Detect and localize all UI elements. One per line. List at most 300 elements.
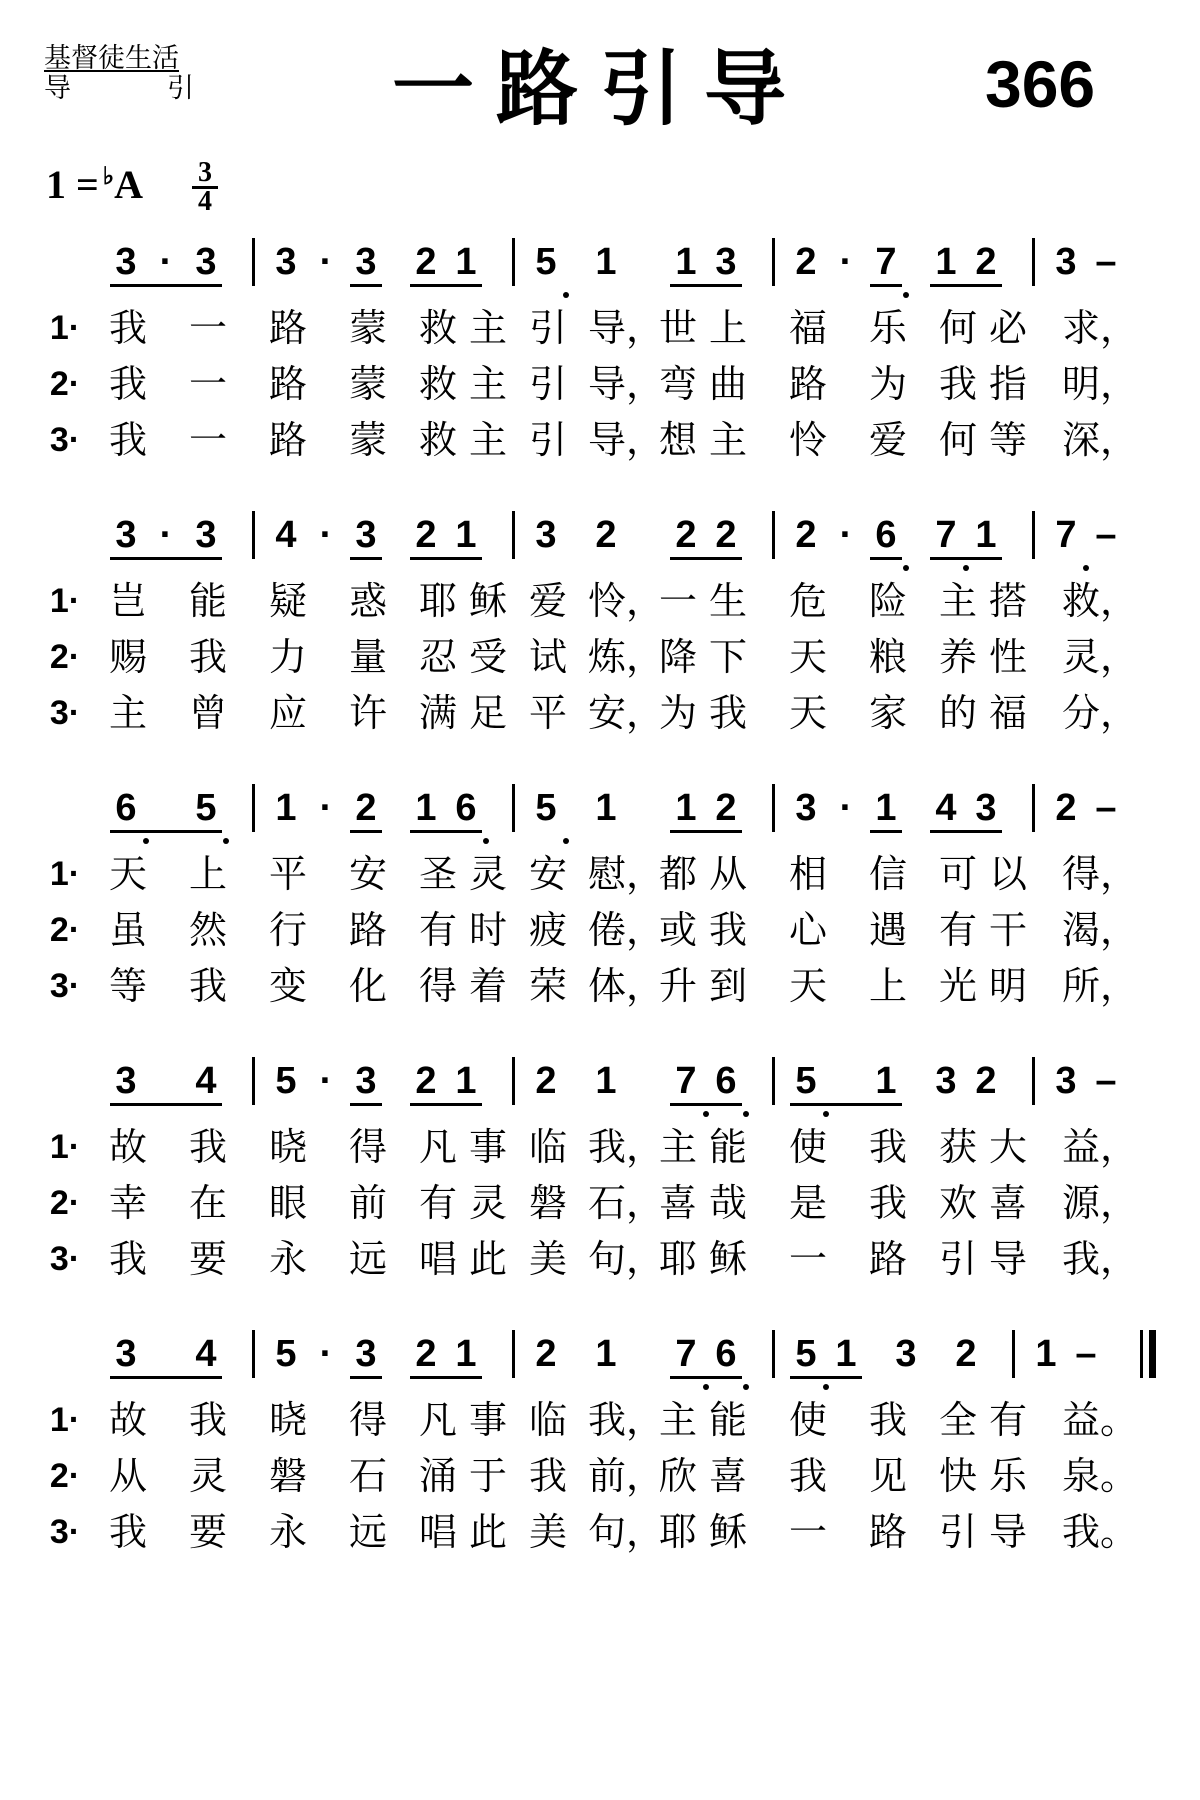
lyric-char: 性 [988,635,1027,679]
lyric-char: 荣 [528,964,567,1008]
dot-note: · [319,241,333,283]
lyric-char: 主 [938,579,977,623]
barline [252,511,255,559]
lyric-char: 使 [788,1398,827,1442]
time-signature [192,157,218,217]
lyric-char: 事 [468,1398,507,1442]
lyric-char: 试 [528,635,567,679]
lyric-char: 涌 [418,1454,457,1498]
lyric-char: 下 [708,635,747,679]
note-number: 1 [835,1333,857,1375]
lyric-char: 主 [468,362,507,406]
final-barline-thick [1149,1330,1156,1378]
lyric-char: 永 [268,1237,307,1281]
lower-octave-dot [743,1384,749,1390]
barline [252,784,255,832]
note-number: 6 [115,787,137,829]
lower-octave-dot [963,565,969,571]
lyric-char: 耶 [658,1510,697,1554]
lyric-char: 求， [1062,306,1139,350]
barline [772,238,775,286]
lyric-char: 安 [348,852,387,896]
lyric-char: 我 [188,635,227,679]
subcategory-label [44,74,194,104]
lyric-char: 渴， [1062,908,1139,952]
lyric-char: 救 [418,418,457,462]
lyric-char: 美 [528,1237,567,1281]
beat-underline [670,557,742,560]
lyric-char: 平 [268,852,307,896]
lyric-char: 句， [588,1510,665,1554]
note-number: 1 [675,241,697,283]
lower-octave-dot [223,838,229,844]
note-number: 3 [715,241,737,283]
lyric-char: 有 [988,1398,1027,1442]
lyric-char: 足 [468,691,507,735]
verse-number: 3· [49,694,81,732]
lyric-char: 见 [868,1454,907,1498]
barline [512,511,515,559]
lower-octave-dot [703,1384,709,1390]
lyric-char: 主 [658,1125,697,1169]
lyric-char: 得 [418,964,457,1008]
note-number: 3 [355,514,377,556]
note-number: 3 [195,241,217,283]
lyric-char: 的 [938,691,977,735]
lyric-char: 到 [708,964,747,1008]
lyric-char: 许 [348,691,387,735]
lyric-char: 为 [868,362,907,406]
verse-number: 1· [49,582,81,620]
lyric-char: 晓 [268,1125,307,1169]
lyric-char: 哉 [708,1181,747,1225]
note-number: 3 [795,787,817,829]
note-number: 3 [115,514,137,556]
lyric-char: 天 [788,635,827,679]
lyric-char: 我， [588,1398,665,1442]
note-number: 2 [1055,787,1077,829]
dash-note: – [1095,1060,1117,1102]
beat-underline [110,830,222,833]
lyric-char: 句， [588,1237,665,1281]
lyric-char: 福 [988,691,1027,735]
lyric-char: 生 [708,579,747,623]
lyric-char: 晓 [268,1398,307,1442]
lyric-char: 导， [588,306,665,350]
lyric-char: 一 [788,1510,827,1554]
lyric-char: 福 [788,306,827,350]
lyric-char: 赐 [108,635,147,679]
beat-underline [350,557,382,560]
barline [252,238,255,286]
barline [1032,238,1035,286]
lower-octave-dot [903,292,909,298]
lyric-char: 明 [988,964,1027,1008]
lyric-char: 化 [348,964,387,1008]
note-number: 2 [415,514,437,556]
barline [772,511,775,559]
lower-octave-dot [563,292,569,298]
lyric-char: 能 [708,1125,747,1169]
beat-underline [410,284,482,287]
lyric-char: 我 [188,1125,227,1169]
lyric-char: 一 [188,362,227,406]
lyric-char: 或 [658,908,697,952]
lyric-char: 救 [418,306,457,350]
lyric-char: 泉。 [1062,1454,1139,1498]
lyric-char: 着 [468,964,507,1008]
lyric-char: 唱 [418,1237,457,1281]
lyric-char: 路 [348,908,387,952]
note-number: 1 [275,787,297,829]
lyric-char: 可 [938,852,977,896]
note-number: 2 [975,241,997,283]
note-number: 6 [455,787,477,829]
lyric-char: 怜， [588,579,665,623]
lyric-char: 石 [348,1454,387,1498]
dash-note: – [1095,514,1117,556]
lyric-char: 救 [418,362,457,406]
lyric-char: 我， [588,1125,665,1169]
note-number: 5 [535,241,557,283]
verse-number: 2· [49,1184,81,1222]
lyric-char: 喜 [708,1454,747,1498]
lyric-char: 灵 [468,852,507,896]
lyric-char: 上 [868,964,907,1008]
lyric-char: 我 [708,691,747,735]
key-signature [46,160,143,216]
lyric-char: 一 [788,1237,827,1281]
dash-note: – [1095,241,1117,283]
lyric-char: 世 [658,306,697,350]
lyric-char: 指 [988,362,1027,406]
beat-underline [410,557,482,560]
lyric-char: 益， [1062,1125,1139,1169]
lyric-char: 我 [868,1181,907,1225]
lyric-char: 主 [108,691,147,735]
lyric-char: 我 [108,306,147,350]
lyric-char: 慰， [588,852,665,896]
dot-note: · [839,787,853,829]
lyric-char: 降 [658,635,697,679]
lyric-char: 家 [868,691,907,735]
note-number: 7 [675,1060,697,1102]
lyric-char: 平 [528,691,567,735]
lyric-char: 一 [188,306,227,350]
barline [772,1057,775,1105]
note-number: 2 [595,514,617,556]
lower-octave-dot [823,1384,829,1390]
lyric-char: 从 [708,852,747,896]
lyric-char: 是 [788,1181,827,1225]
lyric-char: 我 [868,1398,907,1442]
lyric-char: 前， [588,1454,665,1498]
lyric-char: 从 [108,1454,147,1498]
note-number: 1 [455,241,477,283]
note-number: 3 [355,1333,377,1375]
note-number: 3 [1055,241,1077,283]
lyric-char: 一 [188,418,227,462]
note-number: 5 [195,787,217,829]
lyric-char: 岂 [108,579,147,623]
dot-note: · [319,1333,333,1375]
note-number: 1 [595,241,617,283]
lyric-char: 引 [938,1237,977,1281]
lyric-char: 弯 [658,362,697,406]
lower-octave-dot [1083,565,1089,571]
lyric-char: 惑 [348,579,387,623]
lyric-char: 我 [188,964,227,1008]
note-number: 2 [535,1060,557,1102]
lyric-char: 都 [658,852,697,896]
note-number: 5 [795,1333,817,1375]
lyric-char: 忍 [418,635,457,679]
beat-underline [350,830,382,833]
note-number: 7 [675,1333,697,1375]
lyric-char: 远 [348,1510,387,1554]
beat-underline [110,557,222,560]
lyric-char: 受 [468,635,507,679]
note-number: 3 [115,1060,137,1102]
time-numerator: 3 [192,160,218,189]
lyric-char: 益。 [1062,1398,1139,1442]
lyric-char: 危 [788,579,827,623]
note-number: 2 [535,1333,557,1375]
lyric-char: 主 [708,418,747,462]
lyric-char: 分， [1062,691,1139,735]
lyric-char: 灵 [468,1181,507,1225]
lyric-char: 喜 [988,1181,1027,1225]
lyric-char: 量 [348,635,387,679]
lyric-char: 耶 [658,1237,697,1281]
dot-note: · [319,514,333,556]
lyric-char: 然 [188,908,227,952]
lyric-char: 此 [468,1510,507,1554]
beat-underline [670,284,742,287]
verse-number: 2· [49,638,81,676]
lyric-char: 路 [268,418,307,462]
lyric-char: 何 [938,306,977,350]
lyric-char: 大 [988,1125,1027,1169]
verse-number: 2· [49,911,81,949]
note-number: 6 [715,1060,737,1102]
lyric-char: 临 [528,1125,567,1169]
verse-number: 1· [49,1401,81,1439]
barline [1012,1330,1015,1378]
lyric-char: 石， [588,1181,665,1225]
lyric-char: 必 [988,306,1027,350]
note-number: 3 [115,241,137,283]
dot-note: · [319,787,333,829]
note-number: 1 [875,1060,897,1102]
lyric-char: 应 [268,691,307,735]
note-number: 1 [1035,1333,1057,1375]
lower-octave-dot [143,838,149,844]
lyric-char: 时 [468,908,507,952]
barline [512,1330,515,1378]
lyric-char: 等 [108,964,147,1008]
lyric-char: 信 [868,852,907,896]
category-label: 基督徒生活 [44,43,179,74]
verse-number: 3· [49,1513,81,1551]
lyric-char: 引 [528,418,567,462]
lyric-char: 以 [988,852,1027,896]
lyric-char: 有 [418,1181,457,1225]
lyric-char: 蒙 [348,362,387,406]
lyric-char: 临 [528,1398,567,1442]
lyric-char: 乐 [988,1454,1027,1498]
lyric-char: 爱 [528,579,567,623]
beat-underline [670,830,742,833]
lyric-char: 相 [788,852,827,896]
lyric-char: 全 [938,1398,977,1442]
note-number: 3 [355,1060,377,1102]
barline [1032,784,1035,832]
key-prefix: 1 = [46,162,99,207]
verse-number: 2· [49,1457,81,1495]
verse-number: 3· [49,1240,81,1278]
beat-underline [870,557,902,560]
flat-sign: ♭ [102,164,115,190]
lyric-char: 故 [108,1125,147,1169]
note-number: 1 [595,787,617,829]
lyric-char: 凡 [418,1125,457,1169]
lyric-char: 我。 [1062,1510,1139,1554]
note-number: 1 [935,241,957,283]
lyric-char: 救， [1062,579,1139,623]
lyric-char: 我 [108,418,147,462]
lyric-char: 使 [788,1125,827,1169]
lyric-char: 力 [268,635,307,679]
note-number: 3 [535,514,557,556]
lyric-char: 干 [988,908,1027,952]
beat-underline [110,1376,222,1379]
lyric-char: 所， [1062,964,1139,1008]
barline [252,1330,255,1378]
note-number: 1 [455,514,477,556]
lyric-char: 怜 [788,418,827,462]
note-number: 4 [195,1333,217,1375]
barline [1032,1057,1035,1105]
verse-number: 3· [49,421,81,459]
final-barline-thin [1140,1330,1143,1378]
note-number: 3 [195,514,217,556]
beat-underline [930,557,1002,560]
note-number: 1 [415,787,437,829]
note-number: 5 [795,1060,817,1102]
lyric-char: 我 [938,362,977,406]
lyric-char: 获 [938,1125,977,1169]
note-number: 3 [115,1333,137,1375]
lyric-char: 耶 [418,579,457,623]
note-number: 3 [275,241,297,283]
lyric-char: 乐 [868,306,907,350]
subcategory-char: 导 [44,73,71,104]
beat-underline [350,1103,382,1106]
lyric-char: 我 [708,908,747,952]
lyric-char: 行 [268,908,307,952]
lyric-char: 能 [188,579,227,623]
lyric-char: 爱 [868,418,907,462]
barline [1032,511,1035,559]
note-number: 3 [1055,1060,1077,1102]
lyric-char: 天 [788,691,827,735]
verse-number: 1· [49,309,81,347]
beat-underline [870,830,902,833]
note-number: 7 [875,241,897,283]
beat-underline [350,284,382,287]
note-number: 2 [715,514,737,556]
lyric-char: 险 [868,579,907,623]
lyric-char: 路 [268,306,307,350]
lyric-char: 蒙 [348,306,387,350]
note-number: 2 [795,241,817,283]
note-number: 3 [895,1333,917,1375]
lower-octave-dot [903,565,909,571]
lyric-char: 主 [658,1398,697,1442]
barline [772,784,775,832]
lyric-char: 导， [588,362,665,406]
beat-underline [930,284,1002,287]
lyric-char: 稣 [708,1510,747,1554]
verse-number: 1· [49,1128,81,1166]
lyric-char: 何 [938,418,977,462]
note-number: 6 [715,1333,737,1375]
lyric-char: 要 [188,1237,227,1281]
lyric-char: 养 [938,635,977,679]
lyric-char: 满 [418,691,457,735]
note-number: 5 [535,787,557,829]
lyric-char: 光 [938,964,977,1008]
lyric-char: 永 [268,1510,307,1554]
note-number: 1 [455,1060,477,1102]
lyric-char: 我 [868,1125,907,1169]
beat-underline [790,1376,862,1379]
barline [512,238,515,286]
lyric-char: 上 [708,306,747,350]
verse-number: 3· [49,967,81,1005]
lyric-char: 引 [528,306,567,350]
lyric-char: 遇 [868,908,907,952]
lyric-char: 美 [528,1510,567,1554]
lyric-char: 磐 [268,1454,307,1498]
note-number: 2 [675,514,697,556]
lower-octave-dot [743,1111,749,1117]
lyric-char: 安 [528,852,567,896]
lyric-char: 心 [788,908,827,952]
note-number: 2 [795,514,817,556]
lower-octave-dot [483,838,489,844]
note-number: 5 [275,1333,297,1375]
lyric-char: 变 [268,964,307,1008]
lyric-char: 粮 [868,635,907,679]
lyric-char: 稣 [708,1237,747,1281]
note-number: 3 [935,1060,957,1102]
lyric-char: 天 [788,964,827,1008]
note-number: 2 [415,1333,437,1375]
lyric-char: 欢 [938,1181,977,1225]
lyric-char: 主 [468,306,507,350]
beat-underline [790,1103,902,1106]
lyric-char: 凡 [418,1398,457,1442]
note-number: 1 [595,1060,617,1102]
lyric-char: 于 [468,1454,507,1498]
lyric-char: 唱 [418,1510,457,1554]
note-number: 1 [875,787,897,829]
lyric-char: 路 [868,1237,907,1281]
note-number: 7 [935,514,957,556]
barline [252,1057,255,1105]
